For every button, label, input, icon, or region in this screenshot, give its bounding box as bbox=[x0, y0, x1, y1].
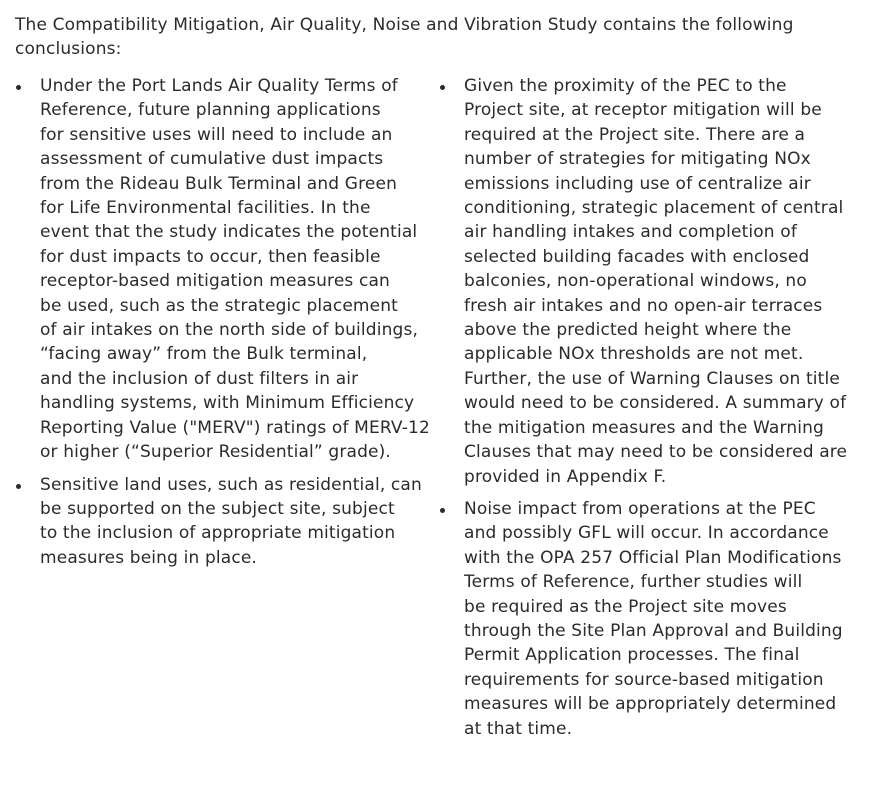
bullet-item-noise-impact bbox=[440, 497, 842, 741]
text-line: Under the Port Lands Air Quality Terms of bbox=[40, 76, 398, 96]
text-line: Given the proximity of the PEC to the bbox=[464, 76, 787, 96]
text-line: handling systems, with Minimum Efficiency bbox=[40, 393, 415, 414]
text-line: would need to be considered. A summary of bbox=[464, 393, 847, 414]
text-line: assessment of cumulative dust impacts bbox=[40, 149, 384, 170]
text-line: Permit Application processes. The final bbox=[464, 645, 800, 666]
text-line: applicable NOx thresholds are not met. bbox=[464, 344, 804, 365]
left-bullet-list bbox=[16, 74, 430, 578]
bullet-icon bbox=[440, 85, 445, 90]
text-line: measures will be appropriately determined bbox=[464, 694, 837, 715]
text-line: and the inclusion of dust filters in air bbox=[40, 368, 359, 389]
text-line: the mitigation measures and the Warning bbox=[464, 417, 824, 438]
text-line: selected building facades with enclosed bbox=[464, 246, 810, 267]
text-line: fresh air intakes and no open-air terraces bbox=[464, 295, 823, 316]
text-line: conditioning, strategic placement of central bbox=[464, 198, 844, 219]
text-line: and possibly GFL will occur. In accordance bbox=[464, 523, 829, 544]
text-line: through the Site Plan Approval and Building bbox=[464, 620, 843, 641]
text-line: with the OPA 257 Official Plan Modifications bbox=[464, 547, 842, 568]
text-line: be used, such as the strategic placement bbox=[40, 295, 398, 316]
text-line: to the inclusion of appropriate mitigation bbox=[40, 523, 396, 544]
text-line: event that the study indicates the potential bbox=[40, 222, 418, 243]
text-line: measures being in place. bbox=[40, 547, 257, 568]
intro-line: conclusions: bbox=[15, 39, 122, 60]
text-line: Further, the use of Warning Clauses on title bbox=[464, 368, 840, 389]
bullet-icon bbox=[16, 85, 21, 90]
intro-paragraph bbox=[15, 13, 845, 62]
right-bullet-list bbox=[440, 74, 848, 749]
text-line: for sensitive uses will need to include an bbox=[40, 124, 393, 145]
text-line: above the predicted height where the bbox=[464, 320, 792, 341]
text-line: or higher (“Superior Residential” grade). bbox=[40, 442, 391, 463]
text-line: “facing away” from the Bulk terminal, bbox=[40, 344, 368, 365]
text-line: for Life Environmental facilities. In the bbox=[40, 198, 371, 219]
text-line: number of strategies for mitigating NOx bbox=[464, 149, 811, 170]
bullet-item-air-quality bbox=[16, 74, 430, 465]
text-line: air handling intakes and completion of bbox=[464, 222, 797, 243]
text-line: Terms of Reference, further studies will bbox=[464, 572, 803, 593]
text-line: requirements for source-based mitigation bbox=[464, 669, 824, 690]
text-line: receptor-based mitigation measures can bbox=[40, 271, 390, 292]
bullet-item-nox-mitigation bbox=[440, 74, 848, 489]
text-line: from the Rideau Bulk Terminal and Green bbox=[40, 173, 398, 194]
text-line: at that time. bbox=[464, 718, 573, 739]
text-line: be supported on the subject site, subject bbox=[40, 498, 395, 519]
intro-line: The Compatibility Mitigation, Air Quality, Noise and Vibration Study contains the following bbox=[15, 15, 794, 35]
text-line: balconies, non-operational windows, no bbox=[464, 271, 807, 292]
text-line: Clauses that may need to be considered are bbox=[464, 442, 848, 463]
text-line: Reference, future planning applications bbox=[40, 100, 381, 121]
text-line: Sensitive land uses, such as residential, can bbox=[40, 474, 422, 495]
text-line: be required as the Project site moves bbox=[464, 596, 787, 617]
bullet-icon bbox=[440, 508, 445, 513]
bullet-icon bbox=[16, 484, 21, 489]
text-line: Project site, at receptor mitigation will be bbox=[464, 100, 822, 121]
text-line: provided in Appendix F. bbox=[464, 466, 667, 487]
text-line: Noise impact from operations at the PEC bbox=[464, 498, 816, 519]
text-line: required at the Project site. There are a bbox=[464, 124, 806, 145]
bullet-item-sensitive-land-uses bbox=[16, 473, 422, 571]
text-line: of air intakes on the north side of buildings, bbox=[40, 320, 419, 341]
text-line: for dust impacts to occur, then feasible bbox=[40, 246, 381, 267]
text-line: emissions including use of centralize air bbox=[464, 173, 811, 194]
text-line: Reporting Value ("MERV") ratings of MERV-12 bbox=[40, 417, 430, 438]
